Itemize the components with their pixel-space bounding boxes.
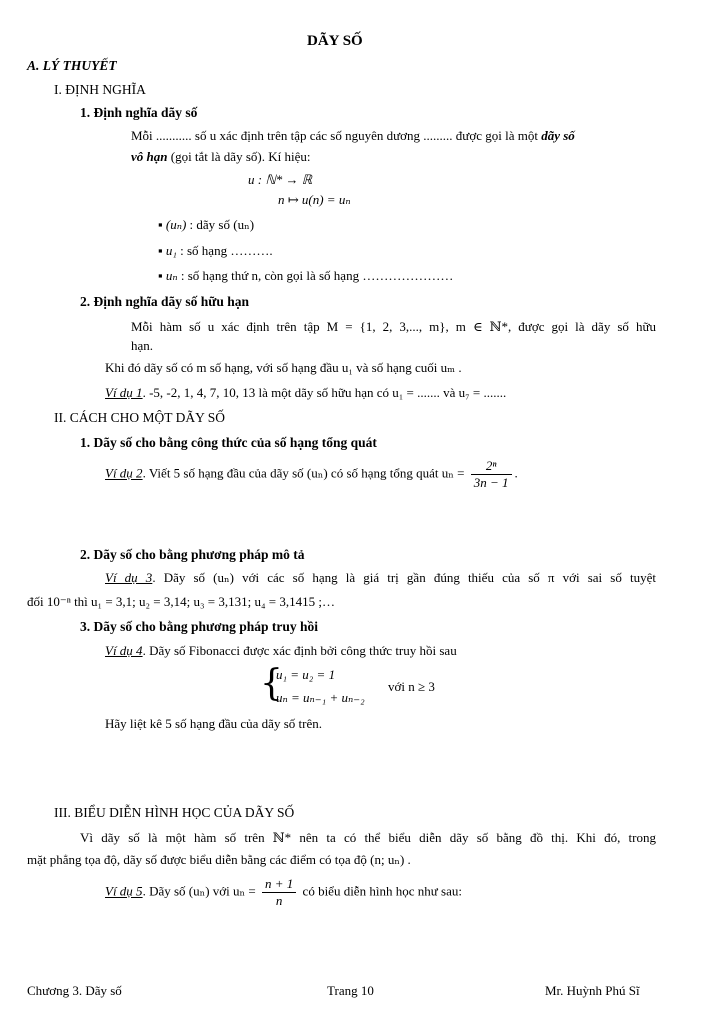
definition-heading: 1. Định nghĩa dãy số [80,105,198,120]
example-3-line-2: đối 10⁻ⁿ thì u₁ = 3,1; u₂ = 3,14; u₃ = 3,131; u₄ = 3,1415 ;… [27,594,335,609]
footer-author: Mr. Huỳnh Phú Sĩ [545,983,640,998]
footer-chapter: Chương 3. Dãy số [27,983,122,998]
example-5: Ví dụ 5. Dãy số (uₙ) với uₙ = $\frac{n + 1}{n}$ có biểu diễn hình học như sau: [105,876,462,909]
footer-page-number: Trang 10 [327,983,374,998]
definition-line-1: Mỗi ........... số u xác định trên tập các số nguyên dương ......... được gọi là một dãy số [131,128,575,143]
left-brace-icon: { [260,663,283,704]
bullet-dot-icon: ▪ [158,243,163,258]
example-2: Ví dụ 2. Viết 5 số hạng đầu của dãy số (uₙ) có số hạng tổng quát uₙ = $\frac{\text{2ⁿ}}{3n - 1}$ . [105,458,518,491]
section-1-heading: I. ĐỊNH NGHĨA [54,82,146,97]
description-method-heading: 2. Dãy số cho bằng phương pháp mô tả [80,547,305,562]
example-4: Ví dụ 4. Dãy số Fibonacci được xác định bởi công thức truy hồi sau [105,643,457,658]
recurrence-system: { u₁ = u₂ = 1 uₙ = uₙ₋₁ + uₙ₋₂ với n ≥ 3 [260,663,435,705]
bullet-dot-icon: ▪ [158,217,163,232]
geometric-line-1: Vì dãy số là một hàm số trên ℕ* nên ta có thể biểu diễn dãy số bằng đồ thị. Khi đó, trong [80,830,656,845]
definition-line-2: vô hạn (gọi tắt là dãy số). Kí hiệu: [131,149,311,164]
finite-line-3: Khi đó dãy số có m số hạng, với số hạng đầu u₁ và số hạng cuối uₘ . [105,360,462,375]
map-line-1: u : ℕ* → ℝ [248,172,313,187]
bullet-3: ▪ uₙ : số hạng thứ n, còn gọi là số hạng ………………… [158,268,454,283]
example-1: Ví dụ 1. -5, -2, 1, 4, 7, 10, 13 là một dãy số hữu hạn có u₁ = ....... và u₇ = ....... [105,385,507,400]
fraction-n-plus-1-over-n: $\frac{n + 1}{n}$ [262,876,296,910]
bullet-2: ▪ u₁ : số hạng ………. [158,243,273,258]
bullet-dot-icon: ▪ [158,268,163,283]
fraction-2n-over-3n-1: $\frac{\text{2ⁿ}}{3n - 1}$ [471,458,512,492]
bullet-1: ▪ (uₙ) : dãy số (uₙ) [158,217,255,232]
section-2-heading: II. CÁCH CHO MỘT DÃY SỐ [54,410,226,425]
section-a-heading: A. LÝ THUYẾT [27,58,117,73]
map-line-2: n ↦ u(n) = uₙ [278,192,351,207]
page-title: DÃY SỐ [307,33,363,49]
general-term-heading: 1. Dãy số cho bằng công thức của số hạng tổng quát [80,435,377,450]
recursive-method-heading: 3. Dãy số cho bằng phương pháp truy hồi [80,619,319,634]
example-4-task: Hãy liệt kê 5 số hạng đầu của dãy số trên. [105,716,322,731]
finite-sequence-heading: 2. Định nghĩa dãy số hữu hạn [80,294,250,309]
geometric-line-2: mặt phẳng tọa độ, dãy số được biểu diễn bằng các điểm có tọa độ (n; uₙ) . [27,852,411,867]
finite-line-1: Mỗi hàm số u xác định trên tập M = {1, 2, 3,..., m}, m ∈ ℕ*, được gọi là dãy số hữu [131,319,656,334]
section-3-heading: III. BIỂU DIỄN HÌNH HỌC CỦA DÃY SỐ [54,805,295,820]
finite-line-2: hạn. [131,338,154,353]
example-3-line-1: Ví dụ 3. Dãy số (uₙ) với các số hạng là giá trị gần đúng thiếu của số π với sai số tuyệt [105,570,656,585]
